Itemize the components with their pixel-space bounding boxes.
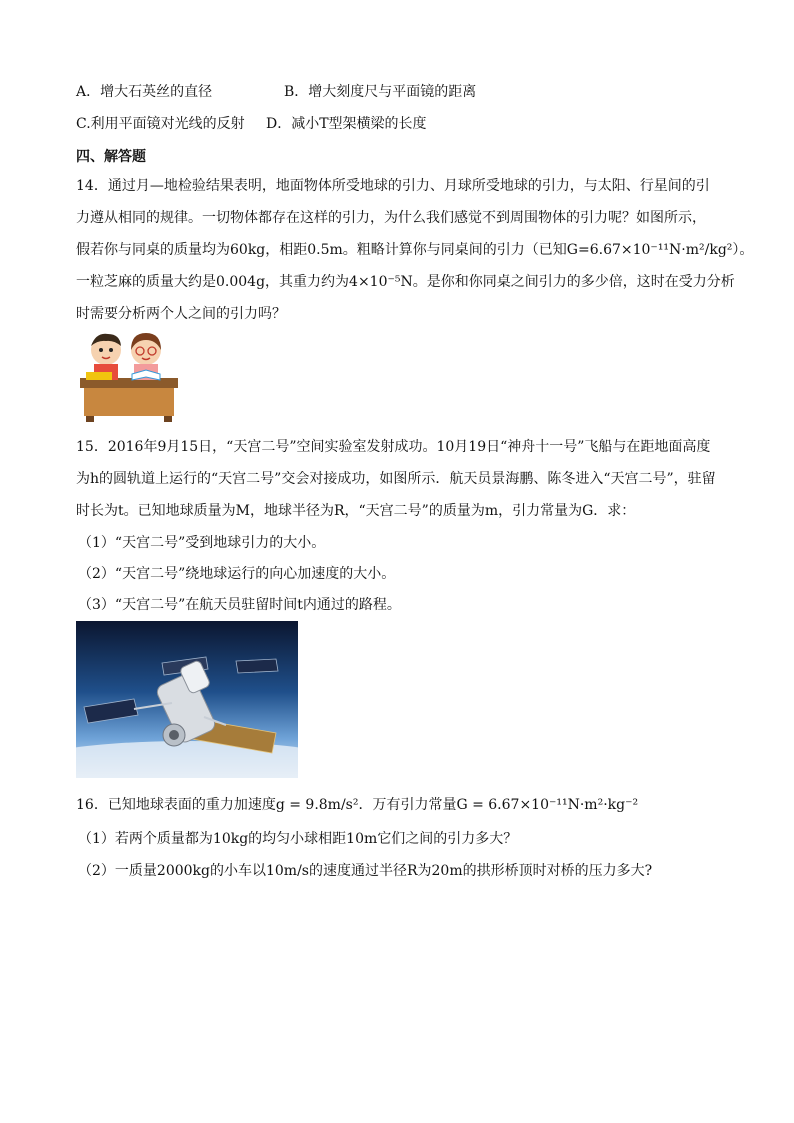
students-illustration	[76, 328, 180, 424]
option-a: A．增大石英丝的直径	[76, 84, 213, 100]
space-station-photo	[76, 621, 298, 778]
section-title: 四、解答题	[76, 149, 146, 165]
q15-sub-3: （3）“天宫二号”在航天员驻留时间t内通过的路程。	[78, 597, 401, 613]
q15-line-2: 为h的圆轨道上运行的“天宫二号”交会对接成功，如图所示．航天员景海鹏、陈冬进入“天宫二号”，驻留	[76, 471, 716, 487]
option-c: C.利用平面镜对光线的反射	[76, 116, 245, 132]
q14-line-2: 力遵从相同的规律。一切物体都存在这样的引力，为什么我们感觉不到周围物体的引力呢？如图所示，	[76, 210, 706, 226]
q15-line-3: 时长为t。已知地球质量为M，地球半径为R，“天宫二号”的质量为m，引力常量为G．求：	[76, 503, 636, 519]
q15-sub-1: （1）“天宫二号”受到地球引力的大小。	[78, 535, 326, 551]
q14-line-3: 假若你与同桌的质量均为60kg，相距0.5m。粗略计算你与同桌间的引力（已知G=6.67×10⁻¹¹N·m²/kg²）。	[76, 242, 754, 258]
q14-line-5: 时需要分析两个人之间的引力吗？	[76, 306, 286, 322]
q16-stem: 16．已知地球表面的重力加速度g = 9.8m/s²．万有引力常量G = 6.67×10⁻¹¹N·m²·kg⁻²	[76, 797, 639, 813]
q15-line-1: 15．2016年9月15日，“天宫二号”空间实验室发射成功。10月19日“神舟十一号”飞船与在距地面高度	[76, 439, 711, 455]
q14-line-1: 14．通过月—地检验结果表明，地面物体所受地球的引力、月球所受地球的引力，与太阳、行星间的引	[76, 178, 710, 194]
option-d: D．减小T型架横梁的长度	[266, 116, 427, 132]
q16-sub-2: （2）一质量2000kg的小车以10m/s的速度通过半径R为20m的拱形桥顶时对桥的压力多大?	[78, 863, 653, 879]
q16-sub-1: （1）若两个质量都为10kg的均匀小球相距10m它们之间的引力多大？	[78, 831, 518, 847]
q15-sub-2: （2）“天宫二号”绕地球运行的向心加速度的大小。	[78, 566, 396, 582]
option-b: B．增大刻度尺与平面镜的距离	[284, 84, 477, 100]
q14-line-4: 一粒芝麻的质量大约是0.004g，其重力约为4×10⁻⁵N。是你和你同桌之间引力的多少倍，这时在受力分析	[76, 274, 735, 290]
